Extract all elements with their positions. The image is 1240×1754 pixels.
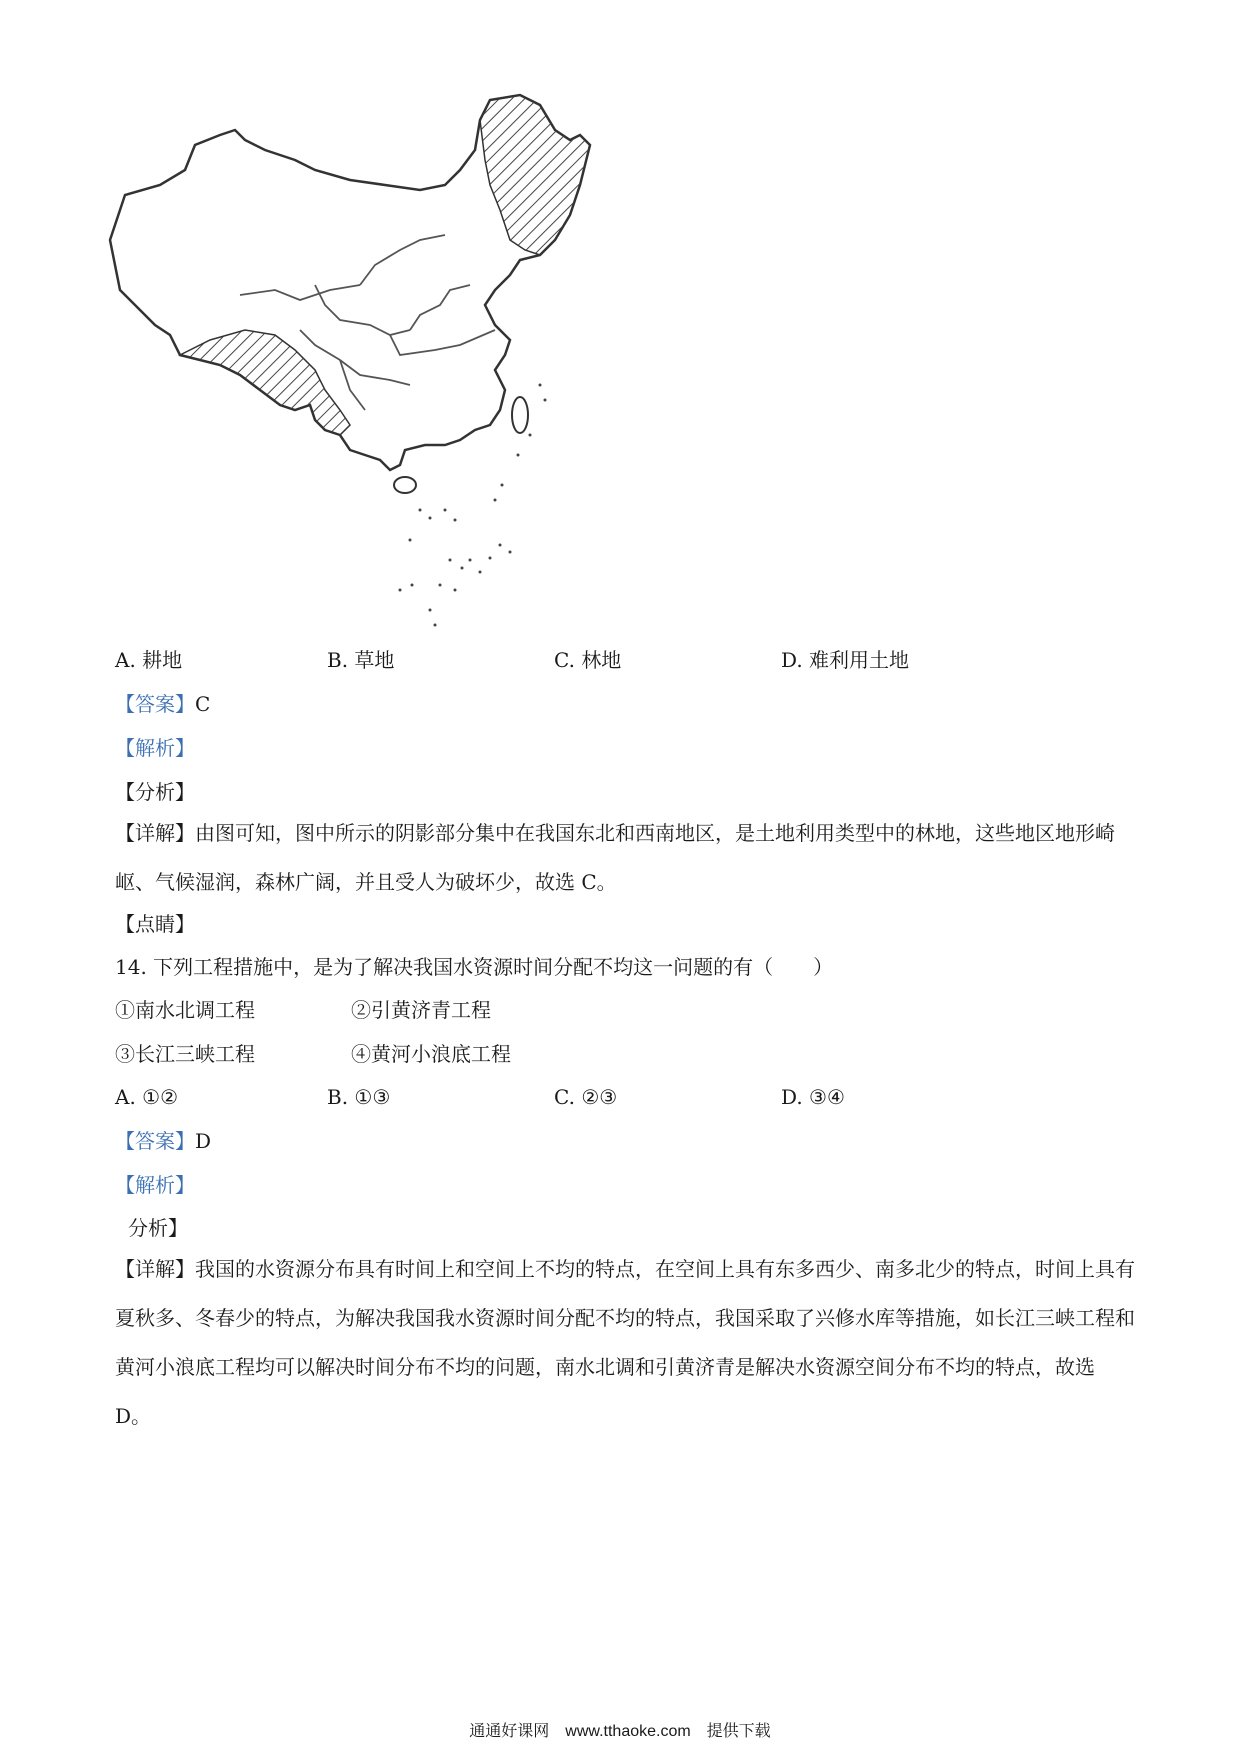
china-map-svg	[100, 90, 660, 710]
south-sea-islands	[399, 384, 547, 627]
page-footer: 通通好课网 www.tthaoke.com 提供下载	[469, 1723, 771, 1740]
q14-option-c: C. ②③	[554, 1085, 618, 1109]
southwest-forest-region	[180, 330, 350, 435]
q14-item-3: ③长江三峡工程	[115, 1042, 255, 1066]
q13-option-c: C. 林地	[554, 648, 622, 672]
taiwan-island	[512, 397, 528, 433]
q14-option-d: D. ③④	[781, 1085, 845, 1109]
china-map-figure	[100, 90, 660, 710]
q13-dianjing: 【点睛】	[115, 912, 195, 936]
q13-jiexi: 【解析】	[115, 736, 195, 760]
q14-item-1: ①南水北调工程	[115, 998, 255, 1022]
q13-option-a: A. 耕地	[115, 648, 183, 672]
q14-xiangjie: 【详解】我国的水资源分布具有时间上和空间上不均的特点，在空间上具有东多西少、南多北少的特点，时间上具有夏秋多、冬春少的特点，为解决我国我水资源时间分配不均的特点，我国采取了兴修水库等措施，如长江三峡工程和黄河小浪底工程均可以解决时间分布不均的问题，南水北调和引黄济青是解决水资源空间分布不均的特点，故选 D。	[115, 1257, 1135, 1428]
q14-fenxi: 分析】	[128, 1216, 188, 1240]
q13-option-d: D. 难利用土地	[781, 648, 910, 672]
q14-option-a: A. ①②	[115, 1085, 179, 1109]
q14-item-2: ②引黄济青工程	[351, 998, 491, 1022]
hainan-island	[394, 477, 416, 493]
northeast-forest-region	[480, 95, 590, 255]
q13-option-b: B. 草地	[327, 648, 395, 672]
q14-option-b: B. ①③	[327, 1085, 391, 1109]
q14-item-4: ④黄河小浪底工程	[351, 1042, 511, 1066]
q14-stem: 14. 下列工程措施中，是为了解决我国水资源时间分配不均这一问题的有（ ）	[115, 955, 834, 979]
q13-xiangjie: 【详解】由图可知，图中所示的阴影部分集中在我国东北和西南地区，是土地利用类型中的林地，这些地区地形崎岖、气候湿润，森林广阔，并且受人为破坏少，故选 C。	[115, 821, 1115, 894]
q14-answer: 【答案】D	[115, 1129, 212, 1153]
q14-jiexi: 【解析】	[115, 1173, 195, 1197]
q13-fenxi: 【分析】	[115, 780, 195, 804]
q13-answer: 【答案】C	[115, 692, 211, 716]
